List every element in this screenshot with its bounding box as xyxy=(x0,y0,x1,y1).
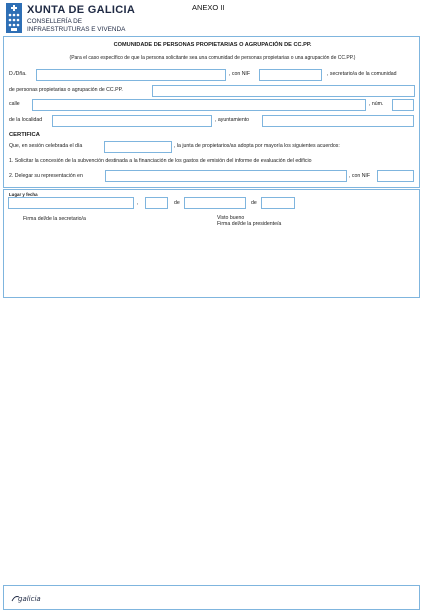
form-title: COMUNIDADE DE PERSONAS PROPIETARIAS O AGRUPACIÓN DE CC.PP. xyxy=(113,42,312,48)
place-date-label: Lugar y fecha xyxy=(9,192,38,197)
place-field[interactable] xyxy=(8,197,134,209)
de-separator-1: de xyxy=(174,200,180,206)
council-label: , ayuntamiento xyxy=(215,117,250,123)
org-name: XUNTA DE GALICIA xyxy=(27,4,136,16)
department-name xyxy=(27,18,125,33)
secretary-label: , secretario/a de la comunidad xyxy=(327,71,397,77)
session-label: Que, en sesión celebrada el día xyxy=(9,143,83,149)
galicia-brand-text: galicia xyxy=(18,595,41,603)
representative-nif-field[interactable] xyxy=(377,170,414,182)
locality-field[interactable] xyxy=(52,115,212,127)
nif-field[interactable] xyxy=(259,69,322,81)
name-label: D./Dña. xyxy=(9,71,27,77)
nif-label: , con NIF xyxy=(229,71,251,77)
form-subtitle: (Para el caso específico de que la persona solicitante sea una comunidad de personas propietarias o una agrupación de CC.PP.) xyxy=(69,55,356,61)
session-date-field[interactable] xyxy=(104,141,172,153)
de-separator-2: de xyxy=(251,200,257,206)
page-footer xyxy=(3,585,420,610)
session-suffix: , la junta de propietarios/as adopta por mayoría los siguientes acuerdos: xyxy=(174,143,340,149)
number-field[interactable] xyxy=(392,99,414,111)
agreement-1: 1. Solicitar la concesión de la subvención destinada a la financiación de los gastos de emisión del informe de evaluación del edificio xyxy=(9,158,312,164)
street-label: calle xyxy=(9,101,20,107)
agreement-2-label: 2. Delegar su representación en xyxy=(9,173,83,179)
approval-label: Visto bueno xyxy=(217,215,245,221)
community-label: de personas propietarias o agrupación de CC.PP. xyxy=(9,87,123,93)
department-line-2: INFRAESTRUTURAS E VIVENDA xyxy=(27,25,126,33)
community-field[interactable] xyxy=(152,85,415,97)
comma-separator: , xyxy=(137,200,139,206)
year-field[interactable] xyxy=(261,197,295,209)
representative-nif-label: , con NIF xyxy=(349,173,371,179)
certifica-heading: CERTIFICA xyxy=(9,132,40,138)
galicia-brand-logo xyxy=(10,592,50,604)
department-line-1: CONSELLERÍA DE xyxy=(27,18,83,25)
locality-label: de la localidad xyxy=(9,117,43,123)
president-signature-label: Firma del/de la presidente/a xyxy=(217,221,282,227)
month-field[interactable] xyxy=(184,197,246,209)
day-field[interactable] xyxy=(145,197,168,209)
council-field[interactable] xyxy=(262,115,414,127)
secretary-signature-label: Firma del/de la secretario/a xyxy=(23,216,86,222)
signature-section xyxy=(3,189,420,298)
annex-label: ANEXO II xyxy=(192,3,225,12)
name-field[interactable] xyxy=(36,69,226,81)
representative-field[interactable] xyxy=(105,170,347,182)
xunta-crest-icon xyxy=(6,3,22,33)
street-field[interactable] xyxy=(32,99,366,111)
certificate-form xyxy=(3,36,420,188)
number-label: , núm. xyxy=(369,101,384,107)
